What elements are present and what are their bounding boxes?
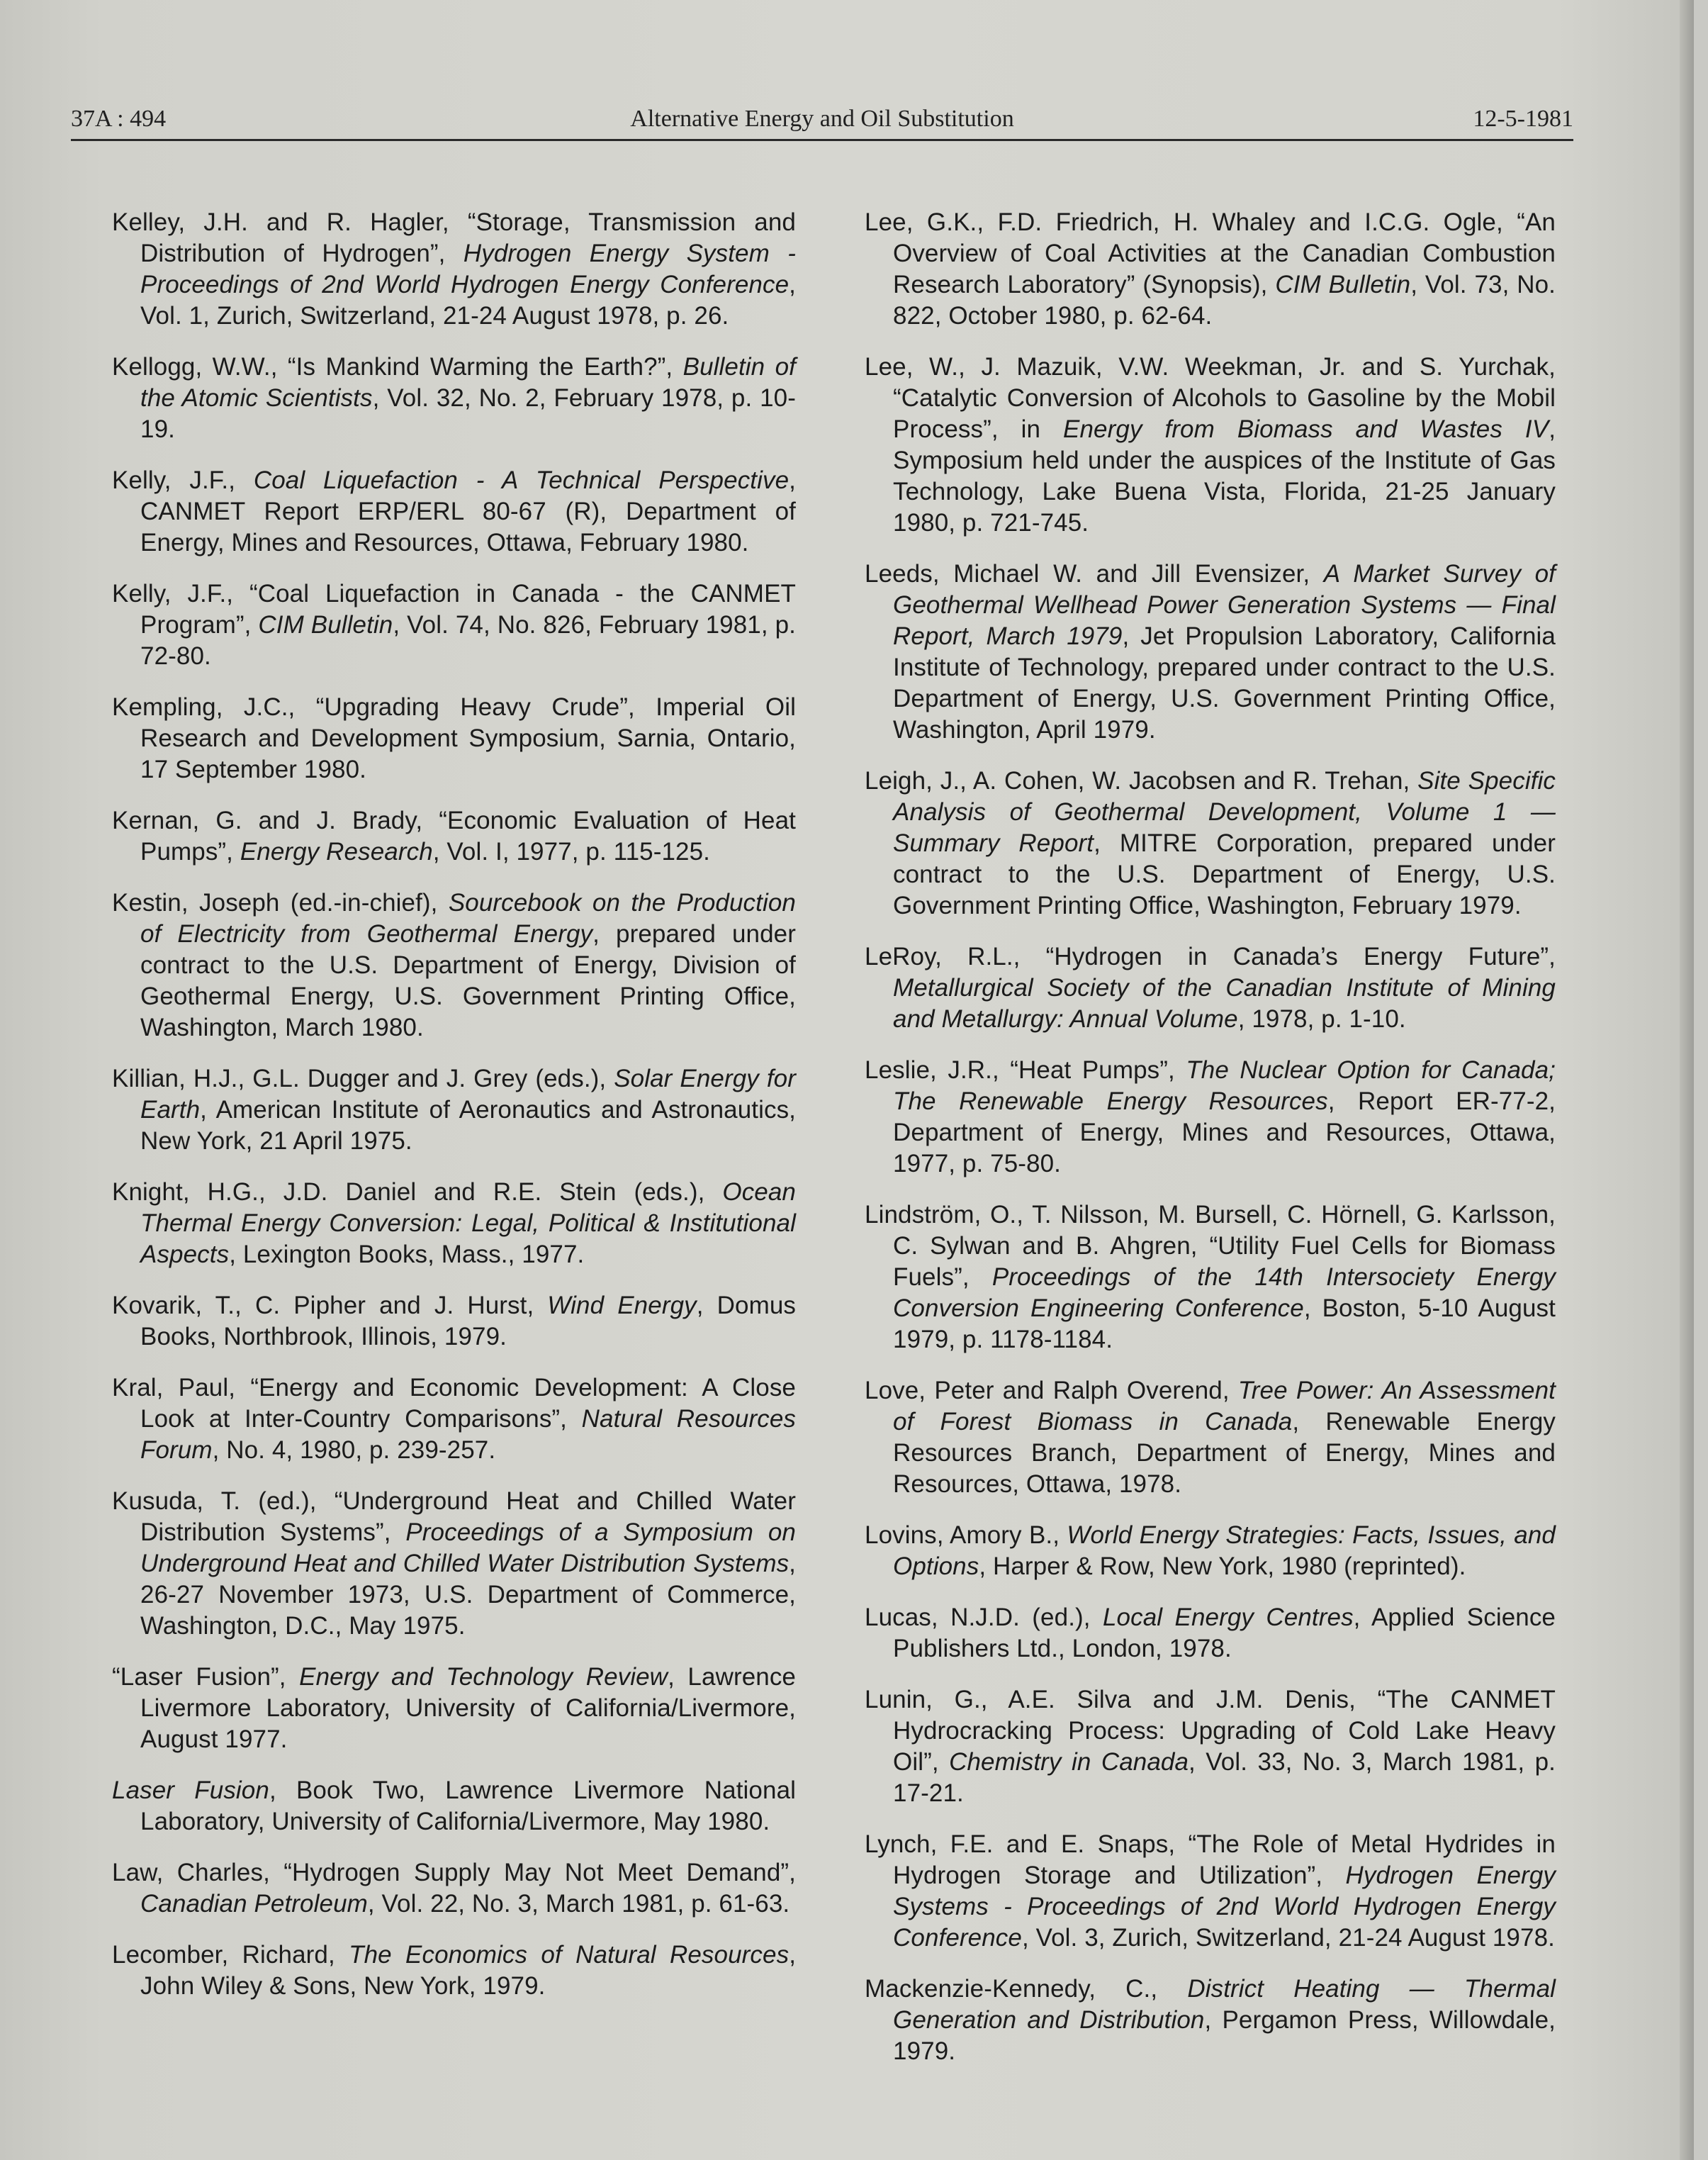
reference-entry (112, 1486, 796, 1642)
reference-entry (112, 1857, 796, 1920)
reference-entry (865, 1974, 1556, 2067)
reference-text: , Vol. 3, Zurich, Switzerland, 21-24 August 1978. (1021, 1924, 1555, 1952)
reference-text: Leeds, Michael W. and Jill Evensizer, (865, 560, 1324, 588)
reference-title: Canadian Petroleum (140, 1890, 368, 1918)
reference-text: Knight, H.G., J.D. Daniel and R.E. Stein (eds.), (112, 1178, 723, 1206)
reference-title: Local Energy Centres (1102, 1604, 1354, 1631)
reference-text: , CANMET Report ERP/ERL 80-67 (R), Department of Energy, Mines and Resources, Ottawa, February 1980. (140, 466, 796, 556)
reference-entry (112, 692, 796, 785)
reference-entry (865, 1375, 1556, 1500)
reference-title: Energy Research (240, 838, 433, 866)
reference-title: Proceedings of a Symposium on Underground Heat and Chilled Water Distribution Systems (140, 1518, 796, 1577)
reference-text: Lee, G.K., F.D. Friedrich, H. Whaley and I.C.G. Ogle, “An Overview of Coal Activities at the Canadian Combustion Research Laboratory” (Synopsis), (865, 208, 1556, 298)
reference-text: Lee, W., J. Mazuik, V.W. Weekman, Jr. and S. Yurchak, “Catalytic Conversion of Alcohols to Gasoline by the Mobil Process”, in (865, 353, 1556, 443)
reference-title: Metallurgical Society of the Canadian Institute of Mining and Metallurgy: Annual Volume (893, 974, 1556, 1033)
reference-text: Leigh, J., A. Cohen, W. Jacobsen and R. Trehan, (865, 767, 1418, 795)
reference-title: Laser Fusion (112, 1776, 269, 1804)
reference-entry (865, 1055, 1556, 1180)
reference-text: Love, Peter and Ralph Overend, (865, 1377, 1238, 1404)
reference-entry (112, 805, 796, 868)
reference-entry (112, 578, 796, 672)
reference-title: District Heating — Thermal Generation and Distribution (893, 1975, 1556, 2034)
reference-entry (865, 941, 1556, 1035)
reference-entry (112, 465, 796, 559)
reference-text: , Vol. I, 1977, p. 115-125. (432, 838, 710, 866)
reference-title: Energy and Technology Review (299, 1663, 668, 1691)
reference-entry (112, 1940, 796, 2002)
reference-title: Natural Resources Forum (140, 1405, 796, 1464)
reference-title: Tree Power: An Assessment of Forest Biomass in Canada (893, 1377, 1556, 1436)
reference-text: , Vol. 32, No. 2, February 1978, p. 10-19. (140, 384, 796, 443)
reference-text: Kelly, J.F., “Coal Liquefaction in Canada - the CANMET Program”, (112, 580, 796, 639)
reference-entry (112, 888, 796, 1043)
reference-text: Kelley, J.H. and R. Hagler, “Storage, Transmission and Distribution of Hydrogen”, (112, 208, 796, 267)
reference-text: , Jet Propulsion Laboratory, California Institute of Technology, prepared under contract to the U.S. Department of Energy, U.S. Government Printing Office, Washington, April 1979. (893, 622, 1556, 744)
reference-text: , Book Two, Lawrence Livermore National Laboratory, University of California/Livermore, May 1980. (140, 1776, 797, 1835)
reference-text: , Vol. 22, No. 3, March 1981, p. 61-63. (367, 1890, 790, 1918)
reference-text: , Harper & Row, New York, 1980 (reprinted). (979, 1552, 1466, 1580)
reference-text: , 1978, p. 1-10. (1237, 1005, 1406, 1033)
reference-text: Killian, H.J., G.L. Dugger and J. Grey (eds.), (112, 1065, 614, 1092)
reference-text: , Lawrence Livermore Laboratory, University of California/Livermore, August 1977. (140, 1663, 796, 1753)
reference-text: Kusuda, T. (ed.), “Underground Heat and Chilled Water Distribution Systems”, (112, 1487, 796, 1546)
reference-text: Lovins, Amory B., (865, 1521, 1067, 1549)
reference-title: Sourcebook on the Production of Electricity from Geothermal Energy (140, 889, 796, 948)
reference-entry (112, 352, 796, 445)
section-title: Alternative Energy and Oil Substitution (630, 106, 1014, 132)
page-number: 37A : 494 (71, 106, 167, 132)
reference-entry (865, 1829, 1556, 1954)
page-edge (1680, 0, 1694, 2160)
reference-text: “Laser Fusion”, (112, 1663, 300, 1691)
reference-text: , Domus Books, Northbrook, Illinois, 1979. (140, 1292, 797, 1350)
reference-entry (865, 352, 1556, 539)
reference-text: , Vol. 73, No. 822, October 1980, p. 62-64. (893, 271, 1556, 330)
reference-text: , Applied Science Publishers Ltd., London, 1978. (893, 1604, 1556, 1662)
reference-title: Bulletin of the Atomic Scientists (140, 353, 796, 412)
reference-text: Kral, Paul, “Energy and Economic Development: A Close Look at Inter-Country Comparisons”, (112, 1374, 796, 1433)
reference-title: Energy from Biomass and Wastes IV (1063, 415, 1549, 443)
right-column (865, 207, 1556, 2087)
reference-text: Lunin, G., A.E. Silva and J.M. Denis, “The CANMET Hydrocracking Process: Upgrading of Cold Lake Heavy Oil”, (865, 1686, 1556, 1776)
reference-title: Wind Energy (547, 1292, 697, 1319)
reference-text: Kelly, J.F., (112, 466, 254, 494)
reference-text: , Lexington Books, Mass., 1977. (229, 1241, 585, 1268)
reference-entry (865, 766, 1556, 922)
reference-title: The Economics of Natural Resources (349, 1941, 790, 1969)
reference-entry (112, 1177, 796, 1270)
reference-text: , American Institute of Aeronautics and Astronautics, New York, 21 April 1975. (140, 1096, 796, 1155)
reference-title: World Energy Strategies: Facts, Issues, and Options (893, 1521, 1556, 1580)
reference-title: CIM Bulletin (1275, 271, 1411, 298)
reference-entry (865, 559, 1556, 746)
reference-entry (112, 1775, 796, 1837)
reference-title: Ocean Thermal Energy Conversion: Legal, Political & Institutional Aspects (140, 1178, 796, 1268)
reference-title: Hydrogen Energy System - Proceedings of 2nd World Hydrogen Energy Conference (140, 240, 796, 298)
reference-text: , Pergamon Press, Willowdale, 1979. (893, 2006, 1556, 2065)
reference-text: , Boston, 5-10 August 1979, p. 1178-1184. (893, 1294, 1556, 1353)
reference-entry (112, 1372, 796, 1466)
reference-entry (865, 1199, 1556, 1355)
reference-text: Lucas, N.J.D. (ed.), (865, 1604, 1103, 1631)
reference-text: , Vol. 74, No. 826, February 1981, p. 72-80. (140, 611, 796, 670)
reference-text: Lynch, F.E. and E. Snaps, “The Role of Metal Hydrides in Hydrogen Storage and Utilization”, (865, 1830, 1556, 1889)
reference-text: , MITRE Corporation, prepared under contract to the U.S. Department of Energy, U.S. Government Printing Office, Washington, February 1979. (893, 829, 1556, 919)
issue-date: 12-5-1981 (1473, 106, 1573, 132)
reference-text: Kestin, Joseph (ed.-in-chief), (112, 889, 449, 917)
running-header (71, 103, 1573, 142)
reference-entry (865, 1520, 1556, 1582)
reference-entry (112, 1290, 796, 1353)
reference-entry (112, 207, 796, 332)
reference-text: LeRoy, R.L., “Hydrogen in Canada’s Energy Future”, (865, 943, 1556, 970)
reference-text: Kernan, G. and J. Brady, “Economic Evaluation of Heat Pumps”, (112, 807, 796, 866)
reference-text: , Symposium held under the auspices of the Institute of Gas Technology, Lake Buena Vista, Florida, 21-25 January 1980, p. 721-745. (893, 415, 1556, 537)
reference-title: Hydrogen Energy Systems - Proceedings of 2nd World Hydrogen Energy Conference (893, 1862, 1556, 1952)
reference-text: Leslie, J.R., “Heat Pumps”, (865, 1056, 1186, 1084)
reference-text: , Vol. 33, No. 3, March 1981, p. 17-21. (893, 1748, 1556, 1807)
reference-title: Proceedings of the 14th Intersociety Energy Conversion Engineering Conference (893, 1263, 1556, 1322)
reference-title: Site Specific Analysis of Geothermal Development, Volume 1 — Summary Report (893, 767, 1556, 857)
reference-title: CIM Bulletin (258, 611, 393, 639)
reference-text: Kellogg, W.W., “Is Mankind Warming the Earth?”, (112, 353, 683, 381)
reference-entry (112, 1662, 796, 1755)
header-rule (71, 139, 1573, 141)
reference-entry (865, 1684, 1556, 1809)
reference-text: Lecomber, Richard, (112, 1941, 349, 1969)
reference-text: , Report ER-77-2, Department of Energy, Mines and Resources, Ottawa, 1977, p. 75-80. (893, 1087, 1556, 1177)
reference-text: Mackenzie-Kennedy, C., (865, 1975, 1188, 2003)
reference-text: , No. 4, 1980, p. 239-257. (212, 1436, 496, 1464)
reference-entry (112, 1063, 796, 1157)
reference-text: , prepared under contract to the U.S. Department of Energy, Division of Geothermal Energy, U.S. Government Printing Office, Washington, March 1980. (140, 920, 796, 1041)
reference-text: Kempling, J.C., “Upgrading Heavy Crude”, Imperial Oil Research and Development Symposium, Sarnia, Ontario, 17 September 1980. (112, 693, 796, 783)
reference-title: Chemistry in Canada (949, 1748, 1189, 1776)
reference-title: A Market Survey of Geothermal Wellhead Power Generation Systems — Final Report, March 1979 (893, 560, 1556, 650)
reference-title: Solar Energy for Earth (140, 1065, 796, 1124)
reference-text: Lindström, O., T. Nilsson, M. Bursell, C. Hörnell, G. Karlsson, C. Sylwan and B. Ahgren, “Utility Fuel Cells for Biomass Fuels”, (865, 1201, 1556, 1291)
reference-entry (865, 1602, 1556, 1664)
reference-text: , 26-27 November 1973, U.S. Department of Commerce, Washington, D.C., May 1975. (140, 1550, 796, 1640)
left-column (112, 207, 796, 2022)
reference-text: Kovarik, T., C. Pipher and J. Hurst, (112, 1292, 548, 1319)
reference-entry (865, 207, 1556, 332)
reference-text: , John Wiley & Sons, New York, 1979. (140, 1941, 797, 2000)
reference-title: Coal Liquefaction - A Technical Perspective (253, 466, 790, 494)
reference-text: Law, Charles, “Hydrogen Supply May Not Meet Demand”, (112, 1859, 796, 1886)
reference-title: The Nuclear Option for Canada; The Renewable Energy Resources (893, 1056, 1556, 1115)
reference-text: , Vol. 1, Zurich, Switzerland, 21-24 August 1978, p. 26. (140, 271, 796, 330)
reference-text: , Renewable Energy Resources Branch, Department of Energy, Mines and Resources, Ottawa, 1978. (893, 1408, 1556, 1498)
